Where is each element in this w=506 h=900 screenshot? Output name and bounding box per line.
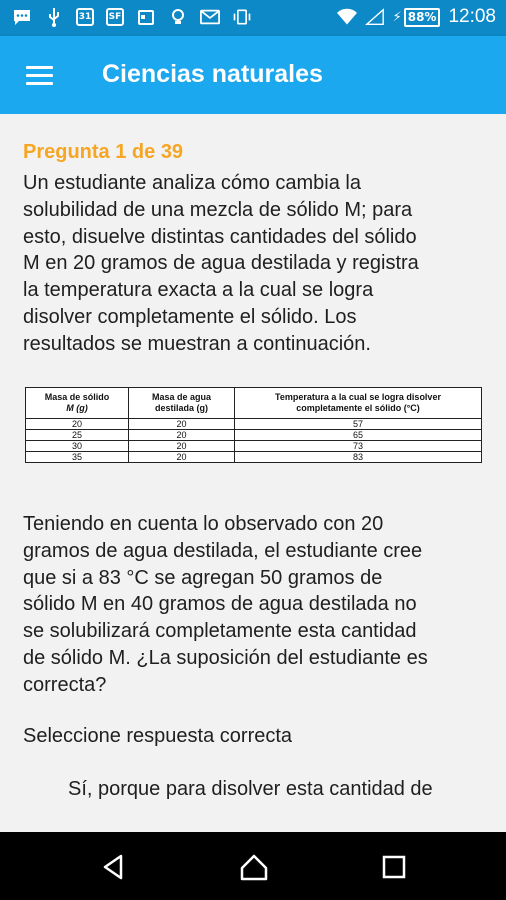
question-number: Pregunta 1 de 39 <box>23 141 184 163</box>
recent-apps-icon[interactable] <box>379 852 409 882</box>
battery-charging-icon: ⚡ <box>392 9 402 25</box>
sf-icon <box>106 8 124 26</box>
table-cell: 20 <box>26 419 129 430</box>
vibrate-icon <box>232 7 252 27</box>
status-bar <box>0 0 506 36</box>
hamburger-menu-icon[interactable] <box>26 66 53 86</box>
system-indicators <box>337 6 496 28</box>
wifi-icon <box>337 7 357 27</box>
followup-line: se solubilizará completamente esta cantidad <box>23 620 417 643</box>
home-icon[interactable] <box>238 852 268 882</box>
lightbulb-icon <box>168 7 188 27</box>
table-row <box>26 430 482 441</box>
question-intro <box>23 170 487 358</box>
followup-line: gramos de agua destilada, el estudiante cree <box>23 539 423 562</box>
intro-line: esto, disuelve distintas cantidades del sólido <box>23 225 417 248</box>
calendar-day: 31 <box>78 12 92 22</box>
followup-line: de sólido M. ¿La suposición del estudiante es <box>23 646 428 669</box>
back-icon[interactable] <box>99 852 129 882</box>
table-cell: 57 <box>235 419 482 430</box>
calendar-icon <box>76 8 94 26</box>
followup-line: Teniendo en cuenta lo observado con 20 <box>23 513 384 535</box>
app-bar <box>0 36 506 114</box>
followup-line: que si a 83 °C se agregan 50 gramos de <box>23 566 383 589</box>
intro-line: resultados se muestran a continuación. <box>23 332 371 355</box>
answer-option-a[interactable] <box>68 776 488 803</box>
table-cell: 65 <box>235 430 482 441</box>
table-row <box>26 441 482 452</box>
table-cell: 30 <box>26 441 129 452</box>
intro-line: la temperatura exacta a la cual se logra <box>23 279 374 302</box>
table-cell: 20 <box>129 430 235 441</box>
followup-line: sólido M en 40 gramos de agua destilada no <box>23 593 417 616</box>
answer-instruction: Seleccione respuesta correcta <box>23 725 293 747</box>
table-cell: 83 <box>235 452 482 463</box>
table-header <box>129 388 235 419</box>
clock: 12:08 <box>448 6 496 27</box>
header-line: Masa de sólido <box>44 392 110 402</box>
header-line: Masa de agua <box>151 392 212 402</box>
results-table <box>25 387 482 463</box>
no-signal-icon <box>365 7 385 27</box>
usb-icon <box>44 7 64 27</box>
question-followup <box>23 511 487 699</box>
question-content[interactable] <box>0 114 506 832</box>
followup-line: correcta? <box>23 673 107 696</box>
table-header <box>26 388 129 419</box>
table-cell: 35 <box>26 452 129 463</box>
message-icon <box>12 7 32 27</box>
option-a-line: Sí, porque para disolver esta cantidad de <box>68 778 433 800</box>
header-line: completamente el sólido (°C) <box>296 403 420 413</box>
sf-label: SF <box>108 12 122 22</box>
intro-line: M en 20 gramos de agua destilada y registra <box>23 252 419 275</box>
intro-line: disolver completamente el sólido. Los <box>23 305 357 328</box>
calendar-alt-icon <box>136 7 156 27</box>
table-row <box>26 452 482 463</box>
header-line: destilada (g) <box>154 403 208 413</box>
intro-line: solubilidad de una mezcla de sólido M; para <box>23 198 413 221</box>
table-cell: 73 <box>235 441 482 452</box>
battery-level: 88% <box>404 8 441 27</box>
table-row <box>26 419 482 430</box>
table-cell: 20 <box>129 419 235 430</box>
table-cell: 20 <box>129 452 235 463</box>
notification-icons <box>12 7 252 27</box>
table-header-row <box>26 388 482 419</box>
table-cell: 20 <box>129 441 235 452</box>
table-header <box>235 388 482 419</box>
header-line: M (g) <box>66 403 88 413</box>
intro-line: Un estudiante analiza cómo cambia la <box>23 172 361 194</box>
app-title: Ciencias naturales <box>102 60 323 88</box>
table-cell: 25 <box>26 430 129 441</box>
header-line: Temperatura a la cual se logra disolver <box>275 392 441 402</box>
mail-icon <box>200 7 220 27</box>
battery-indicator <box>393 8 441 27</box>
navigation-bar <box>0 832 506 900</box>
